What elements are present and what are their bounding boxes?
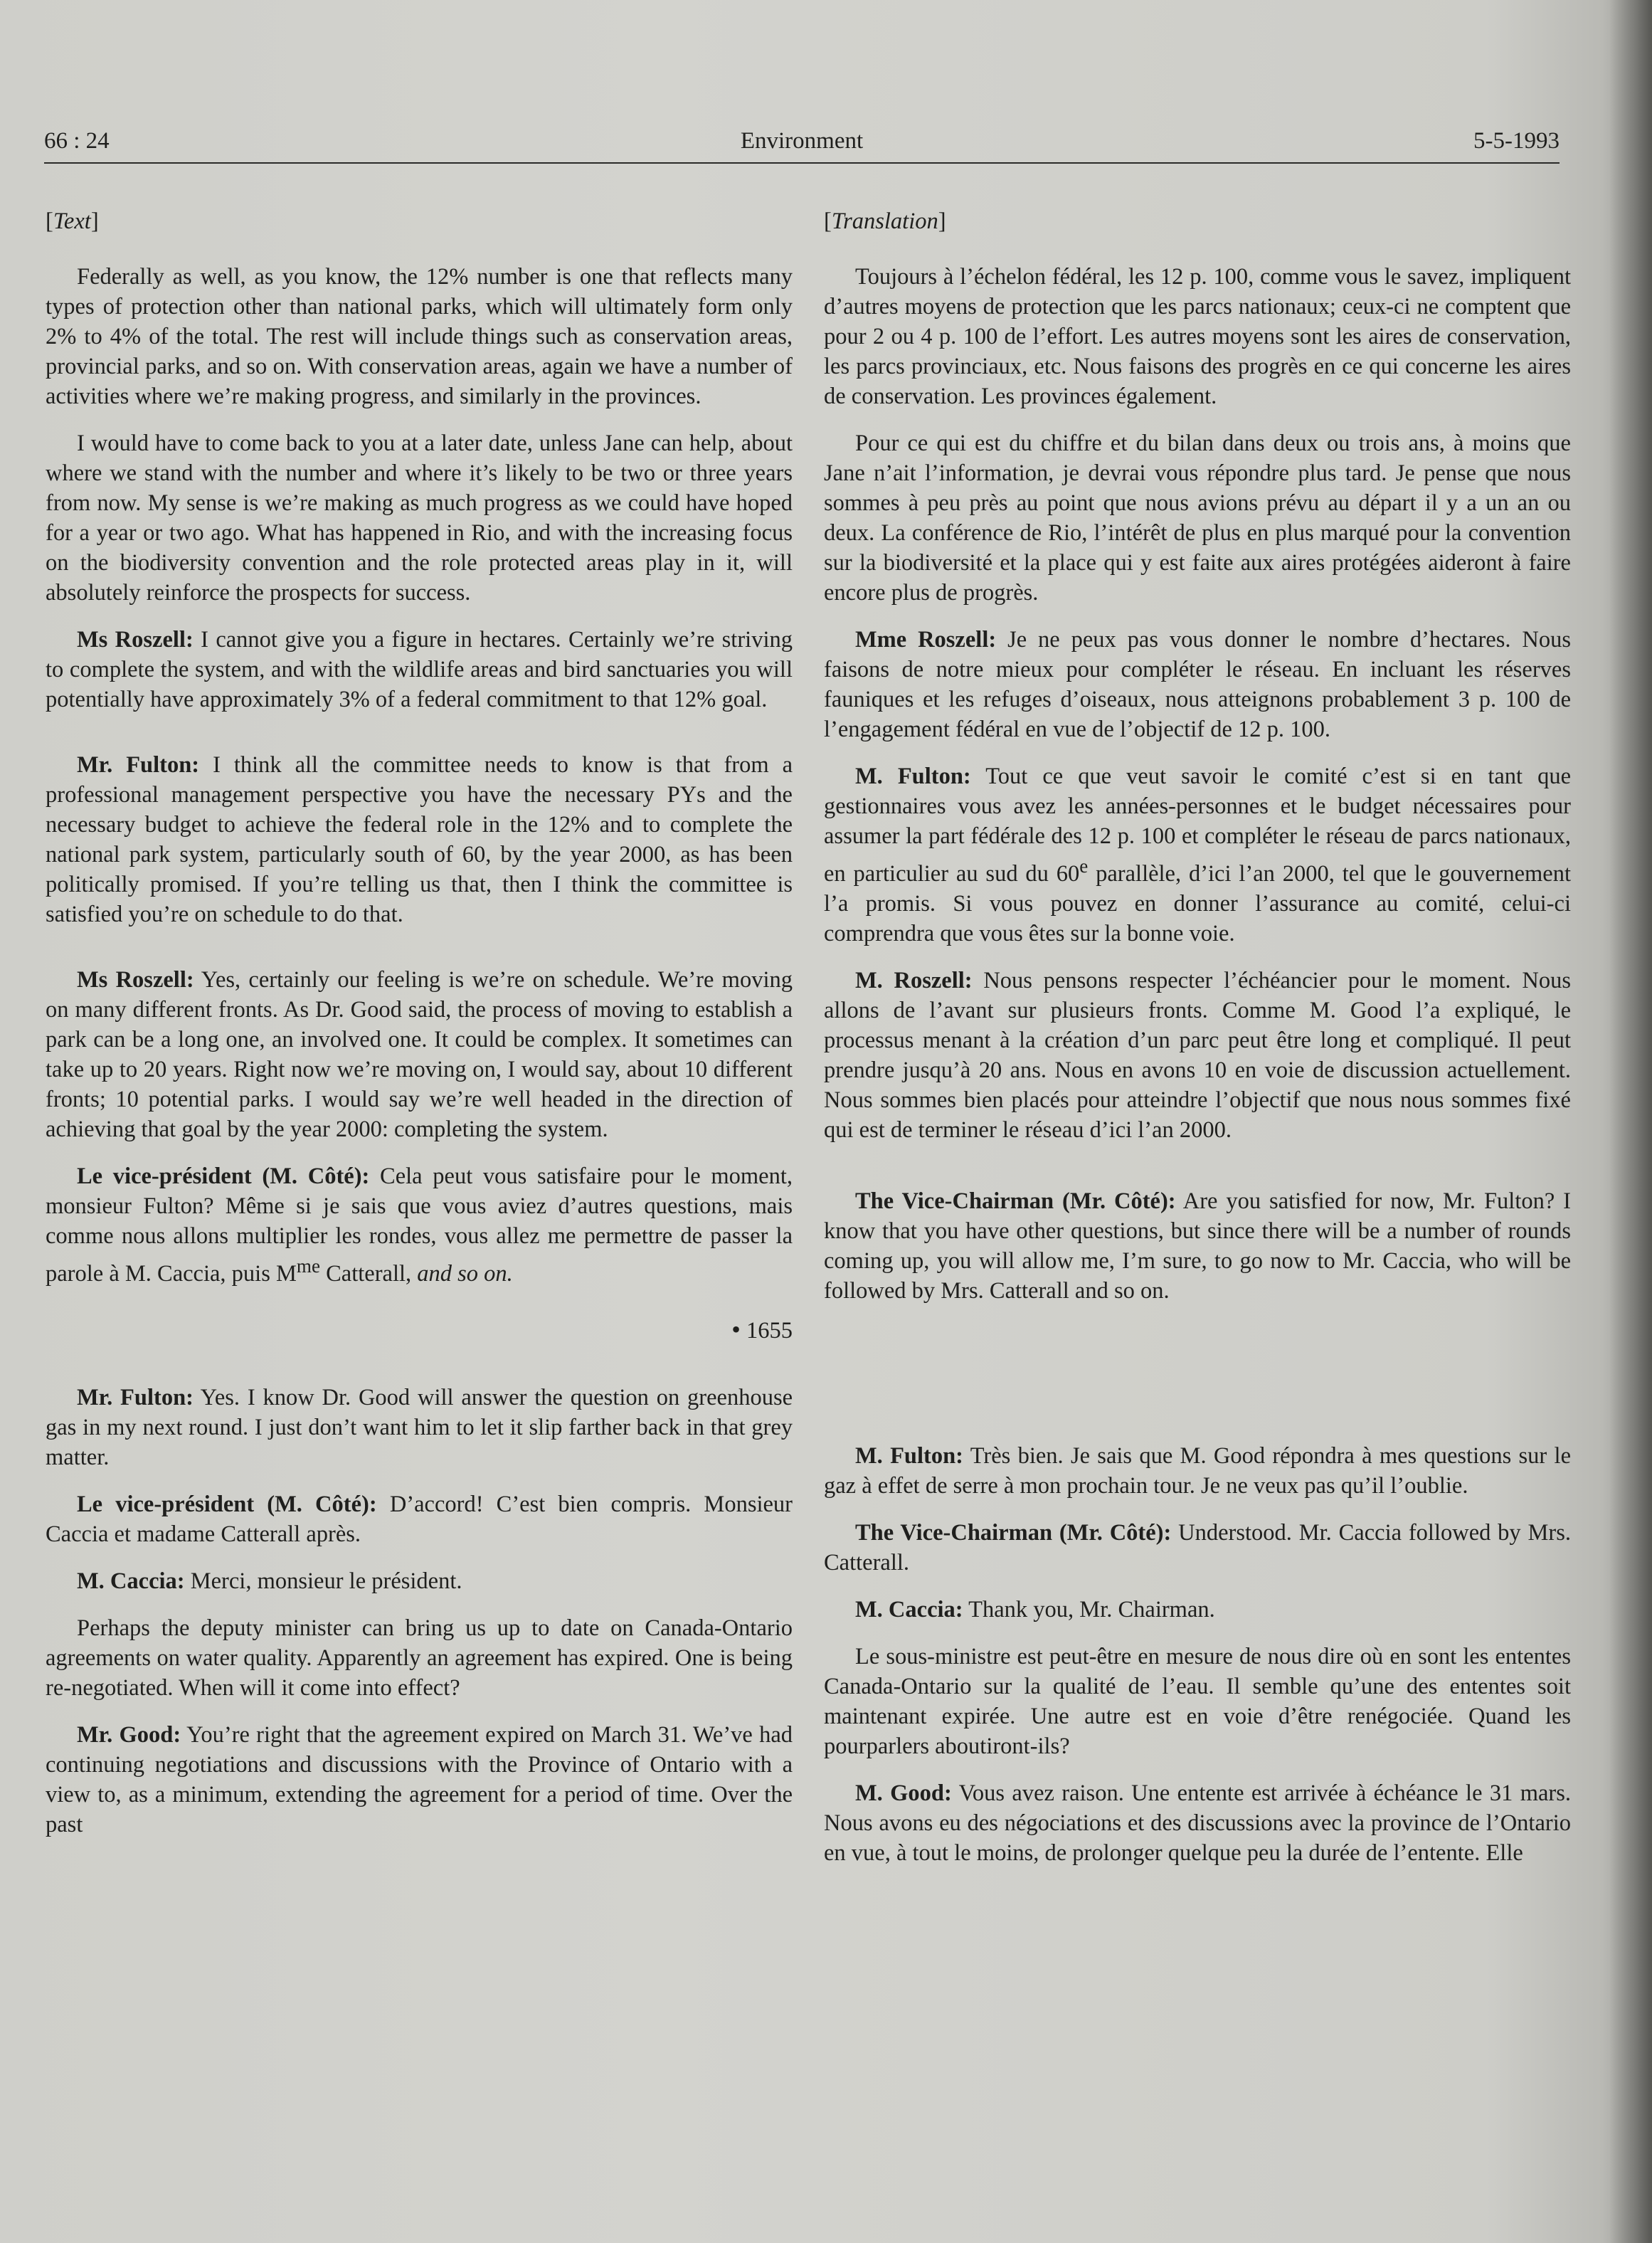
paragraph: Le sous-ministre est peut-être en mesure de nous dire où en sont les ententes Canada-Ontario sur la qualité de l’eau. Il semble qu’une des ententes soit maintenant expirée. Une autre est en voie d’être renégociée. Quand les pourparlers aboutiront-ils? [824,1643,1571,1759]
speaker-name: M. Fulton: [855,1442,964,1469]
text-tag: [Text] [46,209,99,234]
translation-tag: [Translation] [824,209,946,234]
speaker-name: Mr. Fulton: [77,1384,194,1410]
paragraph: The Vice-Chairman (Mr. Côté): Understood. Mr. Caccia followed by Mrs. Catterall. [824,1519,1571,1576]
bullet-icon: • [731,1314,741,1344]
paragraph: Le vice-président (M. Côté): D’accord! C’est bien compris. Monsieur Caccia et madame Catterall après. [46,1491,793,1547]
paragraph: I would have to come back to you at a later date, unless Jane can help, about where we stand with the number and where it’s likely to be two or three years from now. My sense is we’re making as much progress as we could have hoped for a year or two ago. What has happened in Rio, and with the increasing focus on the biodiversity convention and the role protected areas play in it, will absolutely reinforce the prospects for success. [46,431,793,606]
speaker-name: Ms Roszell: [77,627,194,653]
paragraph: Mr. Good: You’re right that the agreement expired on March 31. We’ve had continuing negotiations and discussions with the Province of Ontario with a view to, as a minimum, extending the agreement for a period of time. Over the past [46,1721,793,1837]
page-number: 66 : 24 [44,128,110,154]
page-header [44,128,1560,164]
left-column [46,206,793,1857]
speaker-name: M. Caccia: [855,1596,963,1622]
paragraph: Federally as well, as you know, the 12% number is one that reflects many types of protection other than national parks, which will ultimately form only 2% to 4% of the total. The rest will include things such as conservation areas, provincial parks, and so on. With conservation areas, again we have a number of activities where we’re making progress, and similarly in the provinces. [46,264,793,409]
paragraph: M. Fulton: Tout ce que veut savoir le comité c’est si en tant que gestionnaires vous avez les années-personnes et le budget nécessaires pour assumer la part fédérale des 12 p. 100 et compléter le réseau de parcs nationaux, en particulier au sud du 60e parallèle, d’ici l’an 2000, tel que le gouvernement l’a promis. Si vous pouvez en donner l’assurance au comité, celui-ci comprendra que vous êtes sur la bonne voie. [824,764,1572,946]
book-spine-shadow [1609,0,1652,2243]
time-marker: • 1655 [731,1314,793,1344]
paragraph: Pour ce qui est du chiffre et du bilan dans deux ou trois ans, à moins que Jane n’ait l’information, je devrai vous répondre plus tard. Je pense que nous sommes à peu près au point que nous avions prévu au départ il y a un an ou deux. La conférence de Rio, l’intérêt de plus en plus marqué pour la convention sur la biodiversité et la place qui y est faite aux aires protégées aideront à faire encore plus de progrès. [824,431,1571,606]
speaker-name: Le vice-président (M. Côté): [77,1163,370,1189]
header-rule [44,162,1560,164]
speaker-name: The Vice-Chairman (Mr. Côté): [855,1188,1176,1214]
paragraph: Mme Roszell: Je ne peux pas vous donner le nombre d’hectares. Nous faisons de notre mieux pour compléter le réseau. En incluant les réserves fauniques et les refuges d’oiseaux, nous atteignons probablement 3 p. 100 de l’engagement fédéral en vue de l’objectif de 12 p. 100. [824,627,1571,742]
page-title: Environment [740,128,864,154]
paragraph: Ms Roszell: Yes, certainly our feeling is we’re on schedule. We’re moving on many different fronts. As Dr. Good said, the process of moving to establish a park can be a long one, an involved one. It could be complex. It sometimes can take up to 20 years. Right now we’re moving on, I would say, about 10 different fronts; 10 potential parks. I would say we’re well headed in the direction of achieving that goal by the year 2000: completing the system. [46,967,793,1142]
paragraph: M. Good: Vous avez raison. Une entente est arrivée à échéance le 31 mars. Nous avons eu des négociations et des discussions avec la province de l’Ontario en vue, à tout le moins, de prolonger quelque peu la durée de l’entente. Elle [824,1780,1571,1866]
paragraph: M. Roszell: Nous pensons respecter l’échéancier pour le moment. Nous allons de l’avant sur plusieurs fronts. Comme M. Good l’a expliqué, le processus menant à la création d’un parc peut être long et compliqué. Il peut prendre jusqu’à 20 ans. Nous en avons 10 en voie de discussion actuellement. Nous sommes bien placés pour atteindre l’objectif que nous nous sommes fixé qui est de terminer le réseau d’ici l’an 2000. [824,967,1571,1143]
right-column [824,206,1571,1885]
paragraph: M. Caccia: Thank you, Mr. Chairman. [855,1596,1215,1622]
paragraph: M. Caccia: Merci, monsieur le président. [77,1568,462,1594]
page-date: 5-5-1993 [1473,128,1560,154]
paragraph: M. Fulton: Très bien. Je sais que M. Good répondra à mes questions sur le gaz à effet de serre à mon prochain tour. Je ne veux pas qu’il l’oublie. [824,1442,1571,1499]
paragraph: Le vice-président (M. Côté): Cela peut vous satisfaire pour le moment, monsieur Fulton? Même si je sais que vous aviez d’autres questions, mais comme nous allons multiplier les rondes, vous allez me permettre de passer la parole à M. Caccia, puis $M^{me}$ Catterall, and so on. [46,1163,793,1287]
paragraph: Mr. Fulton: I think all the committee needs to know is that from a professional management perspective you have the necessary PYs and the necessary budget to achieve the federal role in the 12% and to complete the national park system, particularly south of 60, by the year 2000, as has been politically promised. If you’re telling us that, then I think the committee is satisfied you’re on schedule to do that. [46,752,793,927]
speaker-name: M. Caccia: [77,1568,185,1594]
speaker-name: The Vice-Chairman (Mr. Côté): [855,1519,1172,1546]
speaker-name: Mme Roszell: [855,627,997,653]
speaker-name: M. Fulton: [855,764,971,789]
paragraph: Ms Roszell: I cannot give you a figure in hectares. Certainly we’re striving to complete the system, and with the wildlife areas and bird sanctuaries you will potentially have approximately 3% of a federal commitment to that 12% goal. [46,627,793,712]
speaker-name: M. Roszell: [855,967,973,993]
paragraph: The Vice-Chairman (Mr. Côté): Are you satisfied for now, Mr. Fulton? I know that you have other questions, but since there will be a number of rounds coming up, you will allow me, I’m sure, to go now to Mr. Caccia, who will be followed by Mrs. Catterall and so on. [824,1188,1572,1304]
paragraph: Perhaps the deputy minister can bring us up to date on Canada-Ontario agreements on water quality. Apparently an agreement has expired. One is being re-negotiated. When will it come into effect? [46,1615,793,1701]
paragraph: Mr. Fulton: Yes. I know Dr. Good will answer the question on greenhouse gas in my next round. I just don’t want him to let it slip farther back in that grey matter. [46,1384,793,1470]
speaker-name: Le vice-président (M. Côté): [77,1491,377,1517]
speaker-name: Mr. Good: [77,1721,181,1748]
paragraph: Toujours à l’échelon fédéral, les 12 p. 100, comme vous le savez, impliquent d’autres moyens de protection que les parcs nationaux; ceux-ci ne comptent que pour 2 ou 4 p. 100 de l’effort. Les autres moyens sont les aires de conservation, les parcs provinciaux, etc. Nous faisons des progrès en ce qui concerne les aires de conservation. Les provinces également. [824,264,1571,409]
speaker-name: Mr. Fulton: [77,752,200,778]
speaker-name: M. Good: [855,1780,952,1806]
speaker-name: Ms Roszell: [77,967,194,993]
